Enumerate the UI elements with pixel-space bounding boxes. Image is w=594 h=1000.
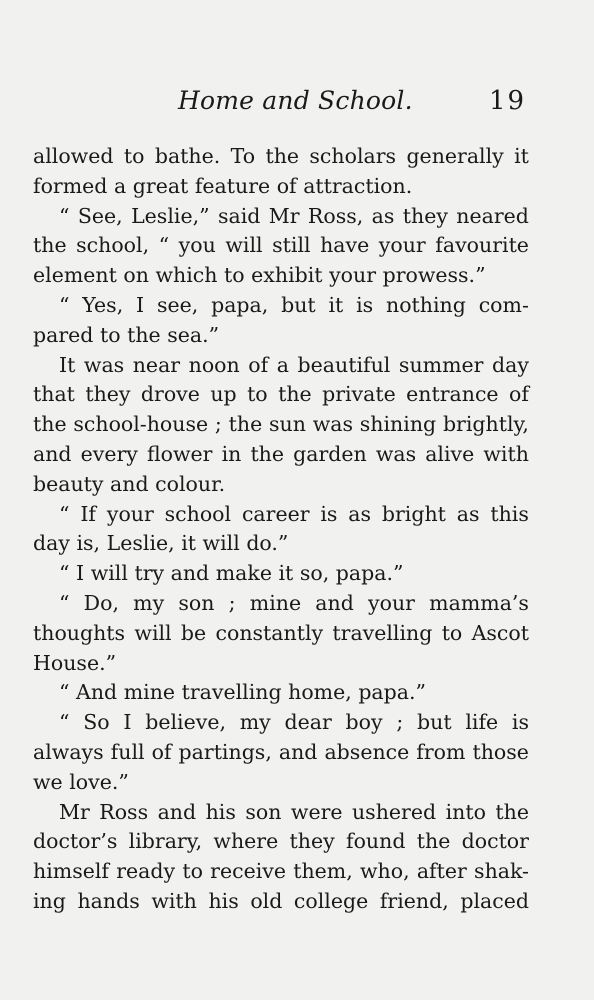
word: make: [215, 561, 272, 586]
text-line: [33, 470, 529, 500]
word: into: [445, 799, 486, 824]
word: will: [134, 620, 172, 645]
word: full: [110, 739, 145, 764]
word: sea.”: [167, 322, 220, 347]
word: “: [59, 501, 70, 526]
running-title: Home and School.: [178, 86, 413, 115]
word: generally: [406, 144, 504, 168]
word: of: [248, 352, 269, 377]
word: feature: [194, 173, 271, 198]
word: every: [80, 441, 138, 466]
word: If: [80, 501, 97, 526]
word: garden: [293, 441, 367, 466]
word: to: [247, 382, 268, 407]
word: your: [368, 590, 415, 615]
word: the: [127, 322, 161, 347]
word: exhibit: [251, 263, 323, 288]
word: partings,: [178, 739, 272, 764]
text-line: [33, 231, 529, 261]
word: son: [178, 590, 215, 615]
word: allowed: [33, 144, 114, 168]
text-line: [33, 827, 529, 857]
text-line: [33, 142, 529, 172]
text-line: [33, 708, 529, 738]
word: still: [272, 233, 311, 258]
text-line: [33, 500, 529, 530]
word: beauty: [33, 471, 104, 496]
word: House.”: [33, 650, 117, 675]
word: your: [378, 233, 426, 258]
word: doctor’s: [33, 829, 118, 854]
word: the: [228, 412, 263, 437]
word: “: [158, 233, 170, 258]
word: Leslie,”: [131, 203, 210, 228]
word: mamma’s: [429, 590, 529, 615]
word: sun: [268, 412, 306, 437]
text-line: [33, 410, 529, 440]
word: said: [217, 203, 261, 228]
word: travelling: [181, 680, 282, 705]
word: of: [151, 739, 172, 764]
word: your: [106, 501, 154, 526]
text-line: [33, 619, 529, 649]
word: who,: [359, 859, 410, 884]
word: shak-: [474, 859, 529, 884]
word: neared: [456, 203, 529, 228]
word: noon: [188, 352, 240, 377]
text-line: [33, 559, 529, 589]
word: bright: [381, 501, 446, 526]
word: found: [345, 829, 406, 854]
word: always: [33, 739, 104, 764]
word: travelling: [332, 620, 433, 645]
word: school-house: [73, 412, 209, 437]
word: but: [417, 710, 452, 735]
word: To: [230, 144, 256, 168]
word: private: [322, 382, 396, 407]
word: to: [123, 144, 145, 168]
word: absence: [324, 739, 410, 764]
word: mine: [123, 680, 176, 705]
word: near: [132, 352, 181, 377]
text-line: [33, 738, 529, 768]
word: was: [375, 441, 417, 466]
word: ;: [396, 710, 404, 735]
word: com-: [478, 292, 529, 317]
word: have: [320, 233, 370, 258]
word: your: [329, 263, 377, 288]
text-line: [33, 261, 529, 291]
word: favourite: [435, 233, 529, 258]
word: as: [456, 501, 480, 526]
word: element: [33, 263, 117, 288]
word: will: [202, 531, 240, 556]
word: And: [76, 680, 118, 705]
word: library,: [128, 829, 203, 854]
word: see,: [156, 292, 199, 317]
word: ing: [33, 888, 66, 913]
word: receive: [210, 859, 286, 884]
word: I: [123, 710, 132, 735]
word: beautiful: [297, 352, 391, 377]
word: life: [465, 710, 499, 735]
word: those: [472, 739, 529, 764]
word: colour.: [155, 471, 226, 496]
word: of: [276, 173, 297, 198]
word: his: [205, 799, 236, 824]
word: Ascot: [471, 620, 529, 645]
word: prowess.”: [382, 263, 486, 288]
word: mine: [249, 590, 302, 615]
word: hands: [77, 888, 140, 913]
word: be: [180, 620, 207, 645]
word: dear: [284, 710, 332, 735]
word: papa,: [211, 292, 269, 317]
word: as: [371, 203, 395, 228]
word: we: [33, 769, 63, 794]
word: thoughts: [33, 620, 126, 645]
word: but: [281, 292, 316, 317]
word: drove: [140, 382, 200, 407]
word: which: [155, 263, 218, 288]
word: “: [59, 680, 70, 705]
word: Leslie,: [106, 531, 175, 556]
word: constantly: [215, 620, 324, 645]
word: alive: [425, 441, 475, 466]
word: will: [90, 561, 128, 586]
text-line: [33, 857, 529, 887]
word: where: [213, 829, 279, 854]
word: home,: [288, 680, 352, 705]
word: So: [83, 710, 110, 735]
word: and: [170, 561, 210, 586]
word: ;: [228, 590, 236, 615]
word: to: [182, 859, 203, 884]
text-line: [33, 351, 529, 381]
word: day: [492, 352, 529, 377]
word: pared: [33, 322, 94, 347]
word: shining: [359, 412, 437, 437]
word: formed: [33, 173, 108, 198]
word: the: [278, 382, 312, 407]
word: I: [76, 561, 85, 586]
word: See,: [77, 203, 123, 228]
word: attraction.: [303, 173, 413, 198]
word: were: [290, 799, 343, 824]
word: Yes,: [82, 292, 124, 317]
text-line: [33, 768, 529, 798]
text-line: [33, 291, 529, 321]
word: up: [210, 382, 237, 407]
word: is: [511, 710, 529, 735]
text-line: [33, 529, 529, 559]
word: and: [110, 471, 149, 496]
word: a: [276, 352, 289, 377]
word: the: [265, 144, 300, 168]
word: the: [33, 233, 67, 258]
body-text: [33, 142, 529, 917]
word: them,: [293, 859, 353, 884]
word: “: [59, 292, 70, 317]
word: my: [133, 590, 165, 615]
running-head: [0, 86, 594, 114]
text-line: [33, 380, 529, 410]
word: “: [59, 561, 70, 586]
word: is,: [76, 531, 101, 556]
word: is: [320, 501, 338, 526]
word: boy: [345, 710, 383, 735]
word: old: [250, 888, 283, 913]
word: papa.”: [335, 561, 404, 586]
word: to: [99, 322, 121, 347]
word: Ross,: [307, 203, 364, 228]
word: it: [514, 144, 529, 168]
word: in: [221, 441, 242, 466]
word: believe,: [145, 710, 226, 735]
word: “: [59, 590, 70, 615]
word: do.”: [246, 531, 289, 556]
word: flower: [146, 441, 213, 466]
word: nothing: [386, 292, 466, 317]
word: career: [241, 501, 310, 526]
word: himself: [33, 859, 109, 884]
word: school: [164, 501, 232, 526]
word: will: [225, 233, 263, 258]
word: the: [250, 441, 285, 466]
page-number: 19: [489, 86, 527, 116]
word: was: [312, 412, 353, 437]
word: a: [113, 173, 127, 198]
word: it: [278, 561, 294, 586]
word: It: [59, 352, 76, 377]
word: papa.”: [358, 680, 426, 705]
text-line: [33, 202, 529, 232]
text-line: [33, 440, 529, 470]
text-line: [33, 887, 529, 917]
word: so,: [299, 561, 330, 586]
text-line: [33, 798, 529, 828]
word: my: [239, 710, 271, 735]
word: the: [33, 412, 67, 437]
word: love.”: [69, 769, 129, 794]
word: to: [224, 263, 245, 288]
word: from: [416, 739, 466, 764]
word: great: [132, 173, 189, 198]
word: bathe.: [154, 144, 221, 168]
word: Mr: [268, 203, 300, 228]
word: ushered: [351, 799, 437, 824]
word: friend,: [379, 888, 449, 913]
word: and: [315, 590, 354, 615]
word: to: [441, 620, 463, 645]
word: Ross: [99, 799, 149, 824]
word: it: [181, 531, 196, 556]
word: they: [85, 382, 131, 407]
word: ;: [214, 412, 222, 437]
word: his: [208, 888, 239, 913]
text-line: [33, 589, 529, 619]
word: that: [33, 382, 75, 407]
word: on: [123, 263, 149, 288]
word: “: [59, 710, 70, 735]
word: scholars: [309, 144, 397, 168]
word: with: [151, 888, 197, 913]
word: Do,: [83, 590, 119, 615]
word: and: [278, 739, 318, 764]
word: Mr: [59, 799, 90, 824]
word: after: [416, 859, 467, 884]
word: this: [490, 501, 529, 526]
word: they: [289, 829, 335, 854]
word: they: [402, 203, 448, 228]
text-line: [33, 678, 529, 708]
word: of: [509, 382, 529, 407]
word: son: [245, 799, 282, 824]
text-line: [33, 321, 529, 351]
word: brightly,: [442, 412, 529, 437]
word: is: [356, 292, 374, 317]
word: try: [134, 561, 165, 586]
word: as: [348, 501, 372, 526]
word: and: [157, 799, 197, 824]
word: summer: [398, 352, 484, 377]
word: it: [328, 292, 344, 317]
word: day: [33, 531, 70, 556]
word: doctor: [461, 829, 529, 854]
word: the: [416, 829, 451, 854]
word: with: [483, 441, 529, 466]
word: and: [33, 441, 72, 466]
text-line: [33, 649, 529, 679]
word: the: [495, 799, 529, 824]
word: “: [59, 203, 70, 228]
word: ready: [116, 859, 176, 884]
word: was: [83, 352, 125, 377]
word: placed: [460, 888, 529, 913]
word: you: [178, 233, 216, 258]
word: college: [293, 888, 369, 913]
text-line: [33, 172, 529, 202]
word: I: [136, 292, 145, 317]
word: school,: [76, 233, 150, 258]
word: entrance: [406, 382, 499, 407]
